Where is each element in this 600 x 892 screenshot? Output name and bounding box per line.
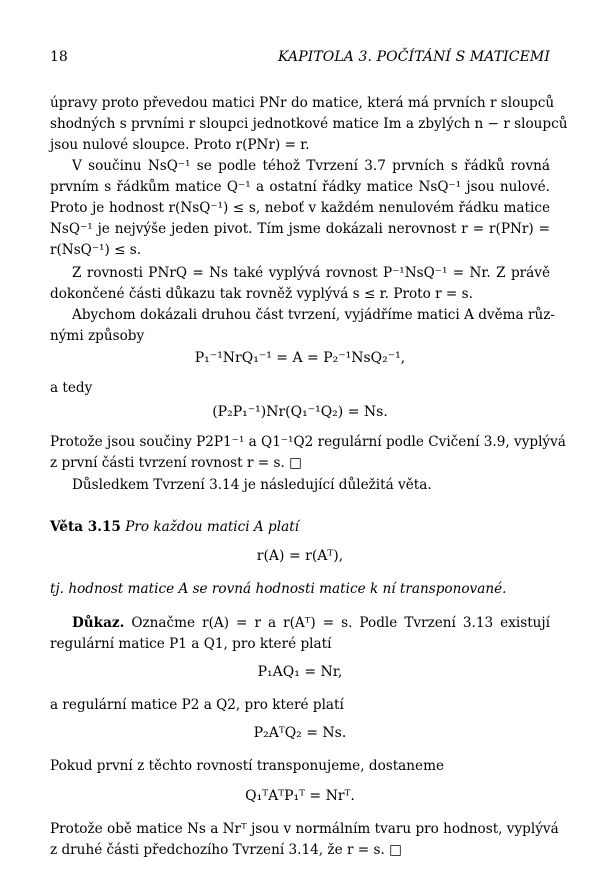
text-line: dokončené části důkazu tak rovněž vyplývá s ≤ r. Proto r = s. <box>50 286 473 302</box>
equation: P₂AᵀQ₂ = Ns. <box>253 725 347 741</box>
page-number: 18 <box>50 49 68 65</box>
proof-start <box>50 612 550 634</box>
text-line: z druhé části předchozího Tvrzení 3.14, že r = s. □ <box>50 842 402 858</box>
text-line: úpravy proto převedou matici PNr do matice, která má prvních r sloupců <box>50 95 555 111</box>
theorem-statement <box>50 516 550 538</box>
equation: P₁⁻¹NrQ₁⁻¹ = A = P₂⁻¹NsQ₂⁻¹, <box>194 350 406 366</box>
text-line: Protože obě matice Ns a Nrᵀ jsou v normálním tvaru pro hodnost, vyplývá <box>50 821 559 837</box>
text-line: Důsledkem Tvrzení 3.14 je následující důležitá věta. <box>72 477 432 493</box>
text-line: jsou nulové sloupce. Proto r(PNr) = r. <box>50 137 310 153</box>
theorem-label: Věta 3.15 <box>50 519 121 535</box>
text-line: Protože jsou součiny P2P1⁻¹ a Q1⁻¹Q2 regulární podle Cvičení 3.9, vyplývá <box>50 434 566 450</box>
proof-text: Označme r(A) = r a r(Aᵀ) = s. Podle Tvrzení 3.13 existují <box>131 615 550 631</box>
text-line: Pokud první z těchto rovností transponujeme, dostaneme <box>50 758 445 774</box>
equation: P₁AQ₁ = Nr, <box>257 664 343 680</box>
text-line: V součinu NsQ⁻¹ se podle téhož Tvrzení 3.7 prvních s řádků rovná <box>72 158 550 174</box>
proof-label: Důkaz. <box>72 615 125 631</box>
running-head: KAPITOLA 3. POČÍTÁNÍ S MATICEMI <box>278 49 550 65</box>
text-line: NsQ⁻¹ je nejvýše jeden pivot. Tím jsme dokázali nerovnost r = r(PNr) = <box>50 221 550 237</box>
page-header <box>50 49 550 69</box>
text-line: r(NsQ⁻¹) ≤ s. <box>50 242 142 258</box>
theorem-text: Pro každou matici A platí <box>125 519 300 535</box>
equation: (P₂P₁⁻¹)Nr(Q₁⁻¹Q₂) = Ns. <box>212 404 388 420</box>
text-line: a regulární matice P2 a Q2, pro které platí <box>50 697 344 713</box>
equation: Q₁ᵀAᵀP₁ᵀ = Nrᵀ. <box>245 788 355 804</box>
text-line: Z rovnosti PNrQ = Ns také vyplývá rovnost P⁻¹NsQ⁻¹ = Nr. Z právě <box>72 265 550 281</box>
text-line: Abychom dokázali druhou část tvrzení, vyjádříme matici A dvěma růz- <box>72 307 555 323</box>
text-line: regulární matice P1 a Q1, pro které platí <box>50 636 332 652</box>
text-line: Proto je hodnost r(NsQ⁻¹) ≤ s, neboť v každém nenulovém řádku matice <box>50 200 550 216</box>
text-line: a tedy <box>50 380 93 396</box>
text-line: z první části tvrzení rovnost r = s. □ <box>50 455 302 471</box>
text-line: nými způsoby <box>50 328 145 344</box>
theorem-continuation: tj. hodnost matice A se rovná hodnosti matice k ní transponované. <box>50 581 507 597</box>
text-line: shodných s prvními r sloupci jednotkové matice Im a zbylých n − r sloupců <box>50 116 568 132</box>
text-line: prvním s řádkům matice Q⁻¹ a ostatní řádky matice NsQ⁻¹ jsou nulové. <box>50 179 550 195</box>
equation: r(A) = r(Aᵀ), <box>256 548 344 564</box>
